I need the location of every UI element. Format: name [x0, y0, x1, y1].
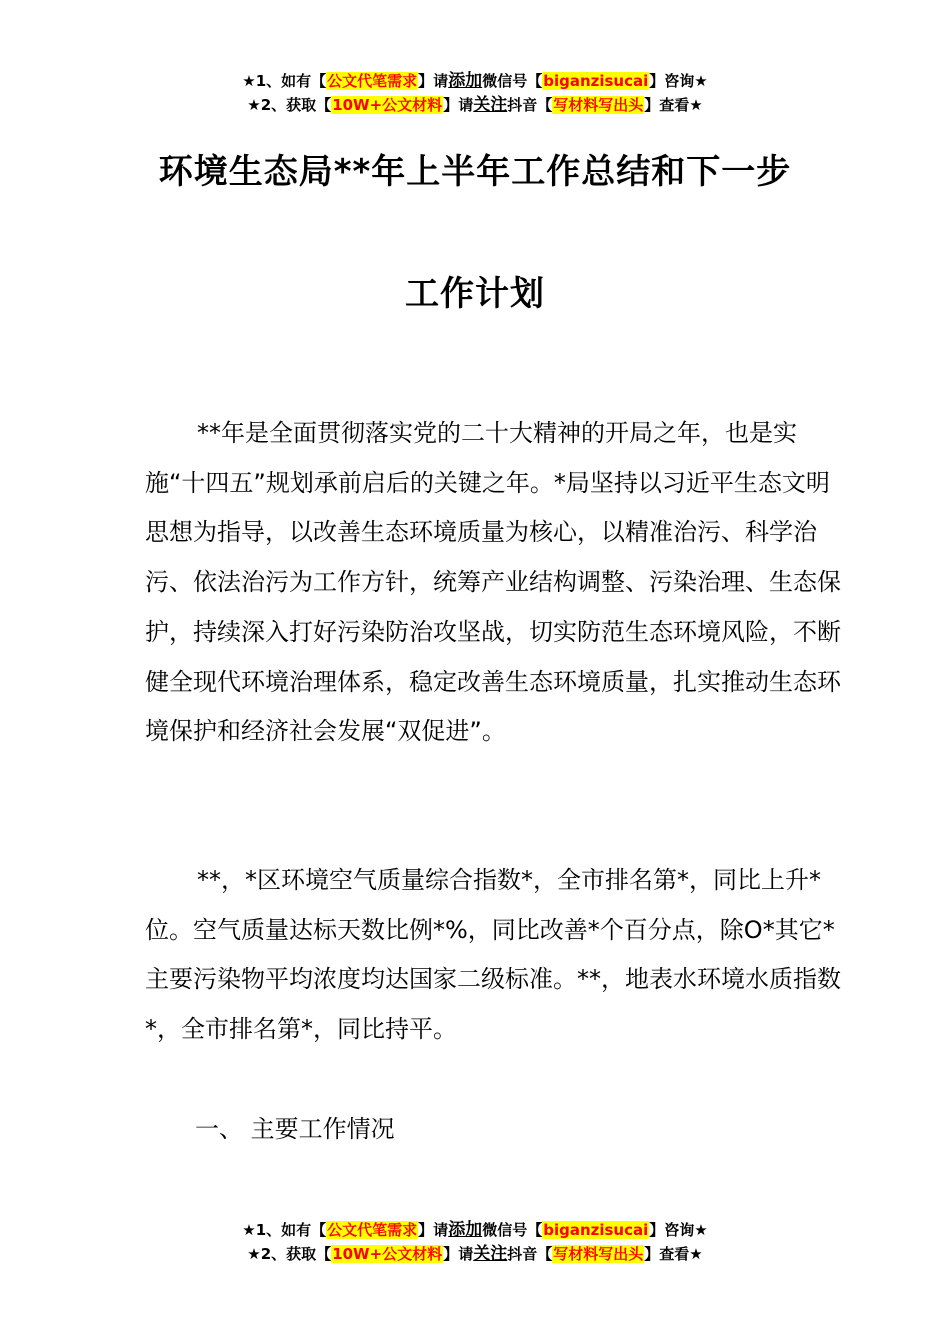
ad-wechat-id: biganzisucai [543, 72, 649, 90]
ad-text: 】请 [418, 72, 449, 90]
ad-text: 】请 [443, 1245, 474, 1263]
ad-text: 】请 [418, 1221, 449, 1239]
ad-highlight: 10W+公文材料 [332, 1245, 443, 1263]
footer-ad-line-1 [0, 1219, 950, 1241]
body-paragraph-2 [145, 856, 845, 1055]
ad-highlight: 公文代笔需求 [327, 1221, 418, 1239]
ad-prefix: ★2、获取【 [247, 96, 332, 114]
header-ad-line-2 [0, 94, 950, 116]
ad-emphasis: 关注 [473, 1244, 508, 1264]
ad-wechat-id: biganzisucai [543, 1221, 649, 1239]
ad-text: 抖音【 [507, 1245, 553, 1263]
ad-text: 】请 [443, 96, 474, 114]
ad-highlight: 公文代笔需求 [327, 72, 418, 90]
header-ad-line-1 [0, 70, 950, 92]
document-title-line-1: 环境生态局**年上半年工作总结和下一步 [158, 152, 792, 192]
ad-suffix: 】咨询★ [649, 1221, 708, 1239]
ad-text: 微信号【 [482, 1221, 543, 1239]
ad-prefix: ★2、获取【 [247, 1245, 332, 1263]
document-title-line-2: 工作计划 [405, 274, 545, 314]
ad-emphasis: 添加 [448, 1220, 483, 1240]
ad-douyin-id: 写材料写出头 [553, 96, 644, 114]
ad-highlight: 10W+公文材料 [332, 96, 443, 114]
ad-emphasis: 关注 [473, 95, 508, 115]
ad-prefix: ★1、如有【 [242, 1221, 327, 1239]
paragraph-1-text: **年是全面贯彻落实党的二十大精神的开局之年，也是实施“十四五”规划承前启后的关键之年。*局坚持以习近平生态文明思想为指导，以改善生态环境质量为核心，以精准治污、科学治污、依法治污为工作方针，统筹产业结构调整、污染治理、生态保护，持续深入打好污染防治攻坚战，切实防范生态环境风险，不断健全现代环境治理体系，稳定改善生态环境质量，扎实推动生态环境保护和经济社会发展“双促进”。 [145, 419, 841, 746]
ad-douyin-id: 写材料写出头 [553, 1245, 644, 1263]
section-heading: 一、 主要工作情况 [195, 1115, 395, 1143]
ad-prefix: ★1、如有【 [242, 72, 327, 90]
ad-emphasis: 添加 [448, 71, 483, 91]
ad-suffix: 】查看★ [644, 1245, 703, 1263]
ad-text: 微信号【 [482, 72, 543, 90]
footer-ad-line-2 [0, 1243, 950, 1265]
body-paragraph-1 [145, 409, 845, 757]
paragraph-2-text: **，*区环境空气质量综合指数*，全市排名第*，同比上升*位。空气质量达标天数比例*%，同比改善*个百分点，除O*其它*主要污染物平均浓度均达国家二级标准。**，地表水环境水质指数*，全市排名第*，同比持平。 [145, 866, 841, 1044]
ad-text: 抖音【 [507, 96, 553, 114]
ad-suffix: 】查看★ [644, 96, 703, 114]
ad-suffix: 】咨询★ [649, 72, 708, 90]
